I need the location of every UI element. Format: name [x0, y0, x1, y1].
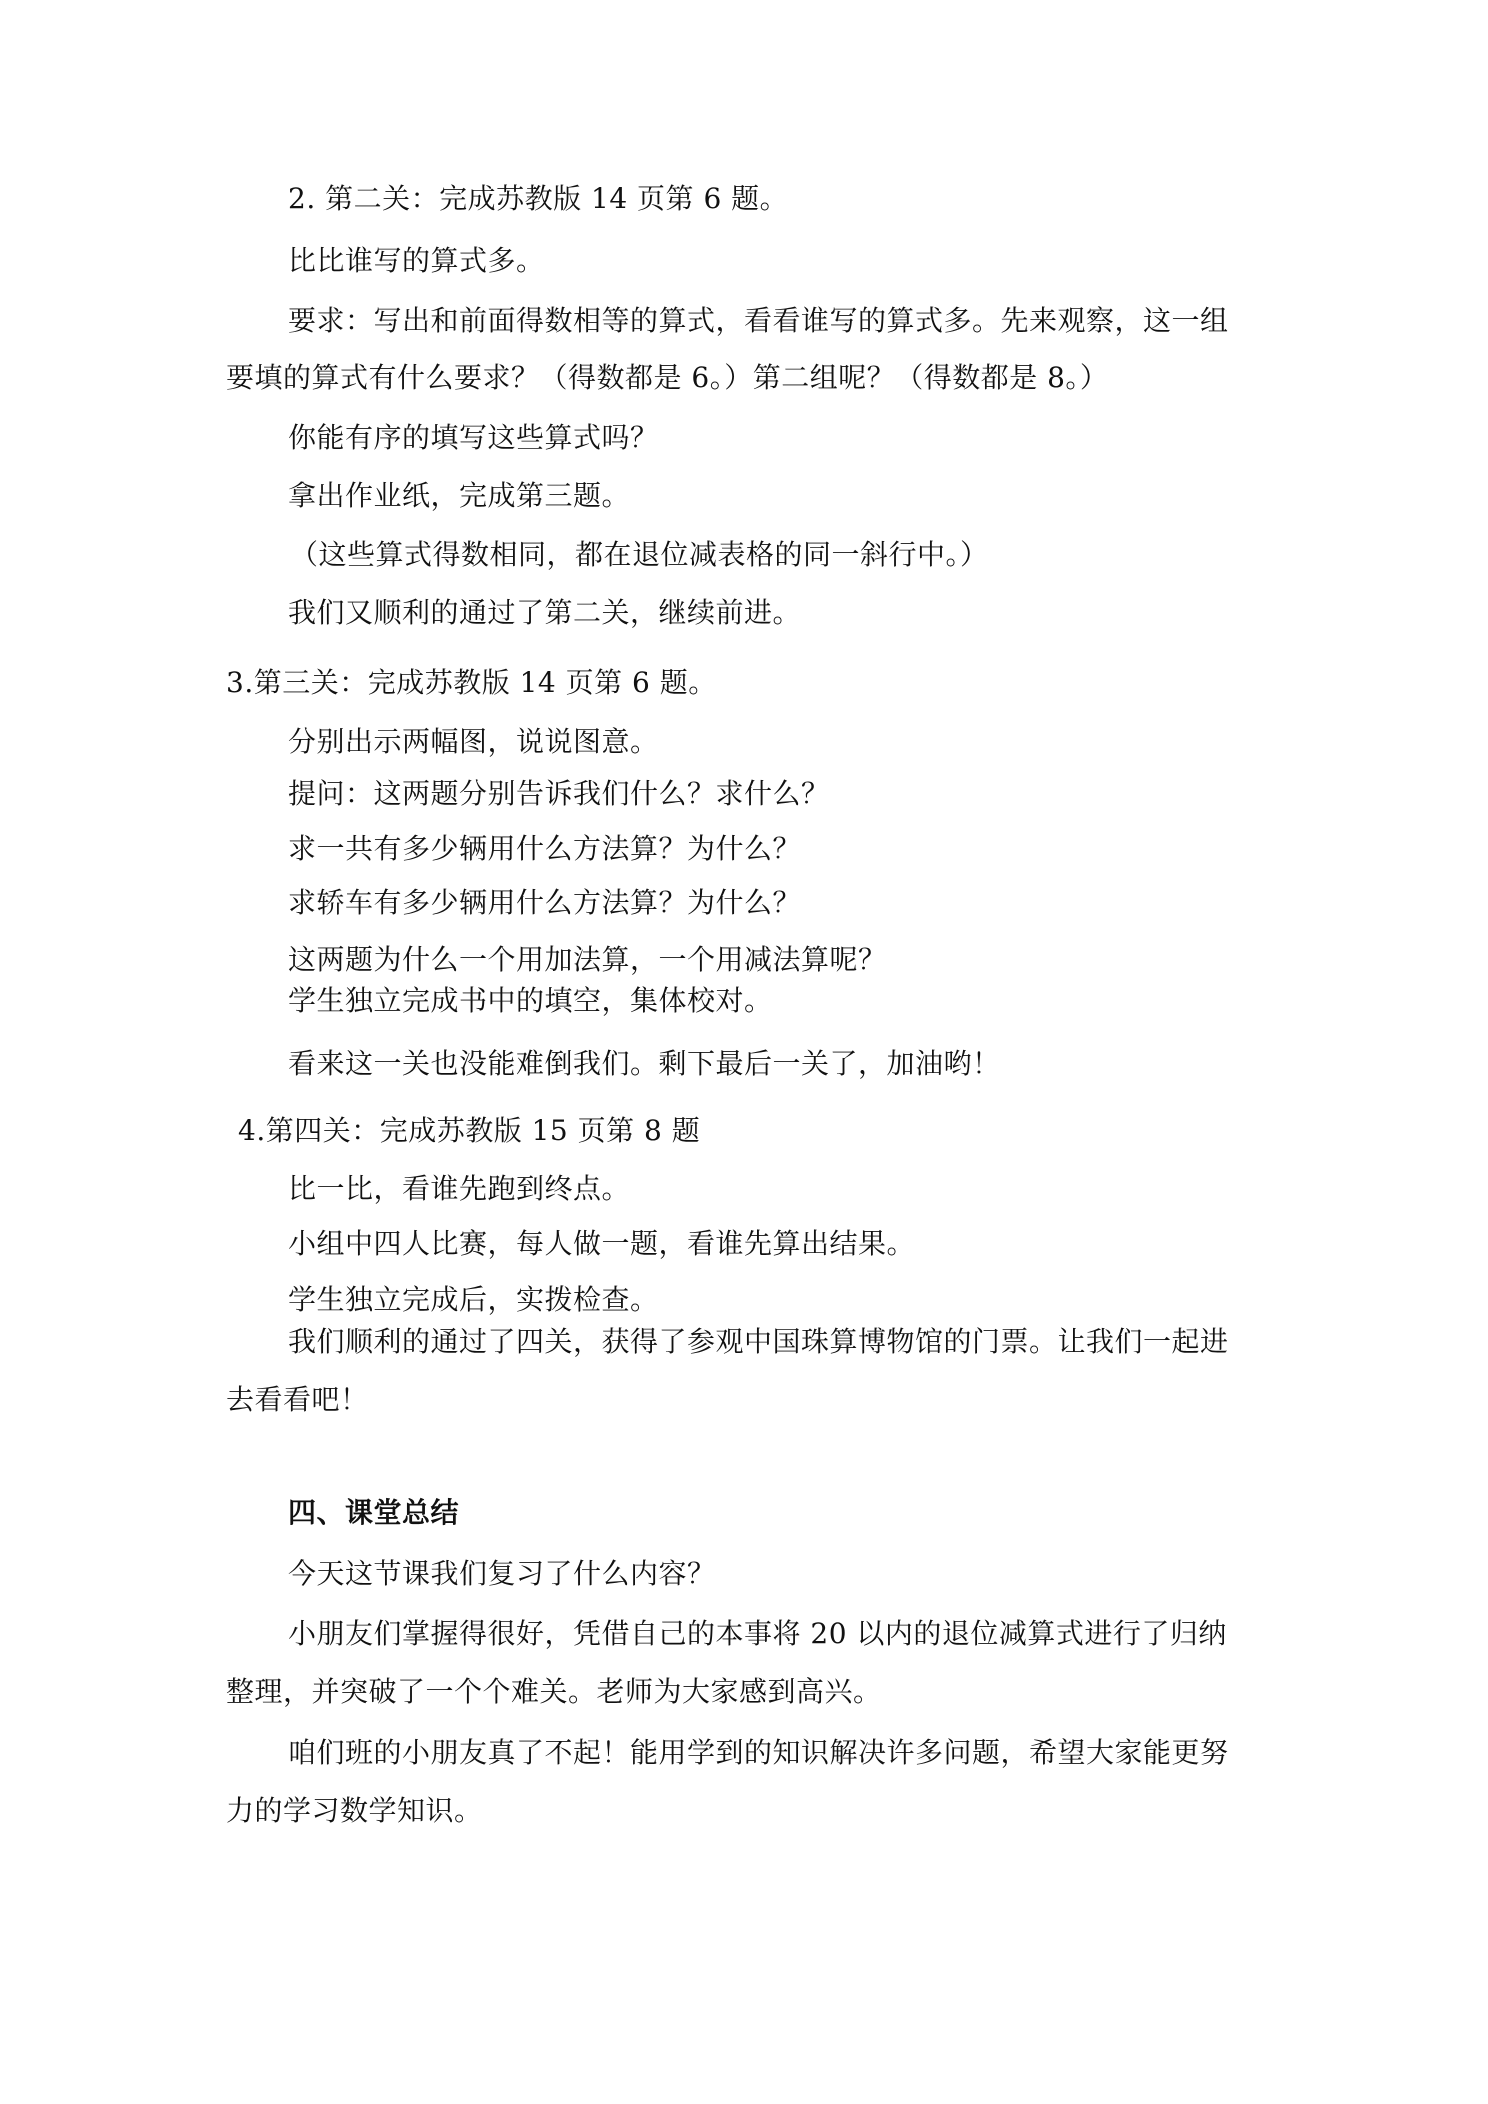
- paragraph-line: 力的学习数学知识。: [226, 1794, 483, 1827]
- paragraph-line: 拿出作业纸，完成第三题。: [288, 479, 631, 512]
- paragraph-line: （这些算式得数相同，都在退位减表格的同一斜行中。）: [290, 538, 989, 571]
- paragraph-line: 学生独立完成书中的填空，集体校对。: [288, 984, 773, 1017]
- paragraph-line: 这两题为什么一个用加法算，一个用减法算呢？: [288, 943, 887, 976]
- paragraph-line: 分别出示两幅图，说说图意。: [288, 725, 659, 758]
- section-line: 4.第四关：完成苏教版 15 页第 8 题: [238, 1114, 701, 1147]
- paragraph-line: 求一共有多少辆用什么方法算？为什么？: [288, 832, 802, 865]
- section-line: 3.第三关：完成苏教版 14 页第 6 题。: [226, 666, 717, 699]
- paragraph-line: 2. 第二关：完成苏教版 14 页第 6 题。: [288, 182, 789, 215]
- paragraph-line: 要填的算式有什么要求？（得数都是 6。）第二组呢？（得数都是 8。）: [226, 361, 1109, 394]
- paragraph-line: 咱们班的小朋友真了不起！能用学到的知识解决许多问题，希望大家能更努: [288, 1736, 1229, 1769]
- paragraph-line: 小组中四人比赛，每人做一题，看谁先算出结果。: [288, 1227, 916, 1260]
- paragraph-line: 你能有序的填写这些算式吗？: [288, 421, 659, 454]
- paragraph-line: 今天这节课我们复习了什么内容？: [288, 1557, 716, 1590]
- paragraph-line: 去看看吧！: [226, 1383, 369, 1416]
- paragraph-line: 看来这一关也没能难倒我们。剩下最后一关了，加油哟！: [288, 1047, 1001, 1080]
- paragraph-line: 要求：写出和前面得数相等的算式，看看谁写的算式多。先来观察，这一组: [288, 304, 1229, 337]
- section-heading: 四、课堂总结: [288, 1496, 460, 1529]
- paragraph-line: 整理，并突破了一个个难关。老师为大家感到高兴。: [226, 1675, 882, 1708]
- paragraph-line: 比一比，看谁先跑到终点。: [288, 1172, 631, 1205]
- paragraph-line: 小朋友们掌握得很好，凭借自己的本事将 20 以内的退位减算式进行了归纳: [288, 1617, 1227, 1650]
- paragraph-line: 求轿车有多少辆用什么方法算？为什么？: [288, 886, 802, 919]
- paragraph-line: 我们顺利的通过了四关，获得了参观中国珠算博物馆的门票。让我们一起进: [288, 1325, 1229, 1358]
- paragraph-line: 学生独立完成后，实拨检查。: [288, 1283, 659, 1316]
- paragraph-line: 比比谁写的算式多。: [288, 244, 545, 277]
- paragraph-line: 提问：这两题分别告诉我们什么？求什么？: [288, 777, 830, 810]
- paragraph-line: 我们又顺利的通过了第二关，继续前进。: [288, 596, 802, 629]
